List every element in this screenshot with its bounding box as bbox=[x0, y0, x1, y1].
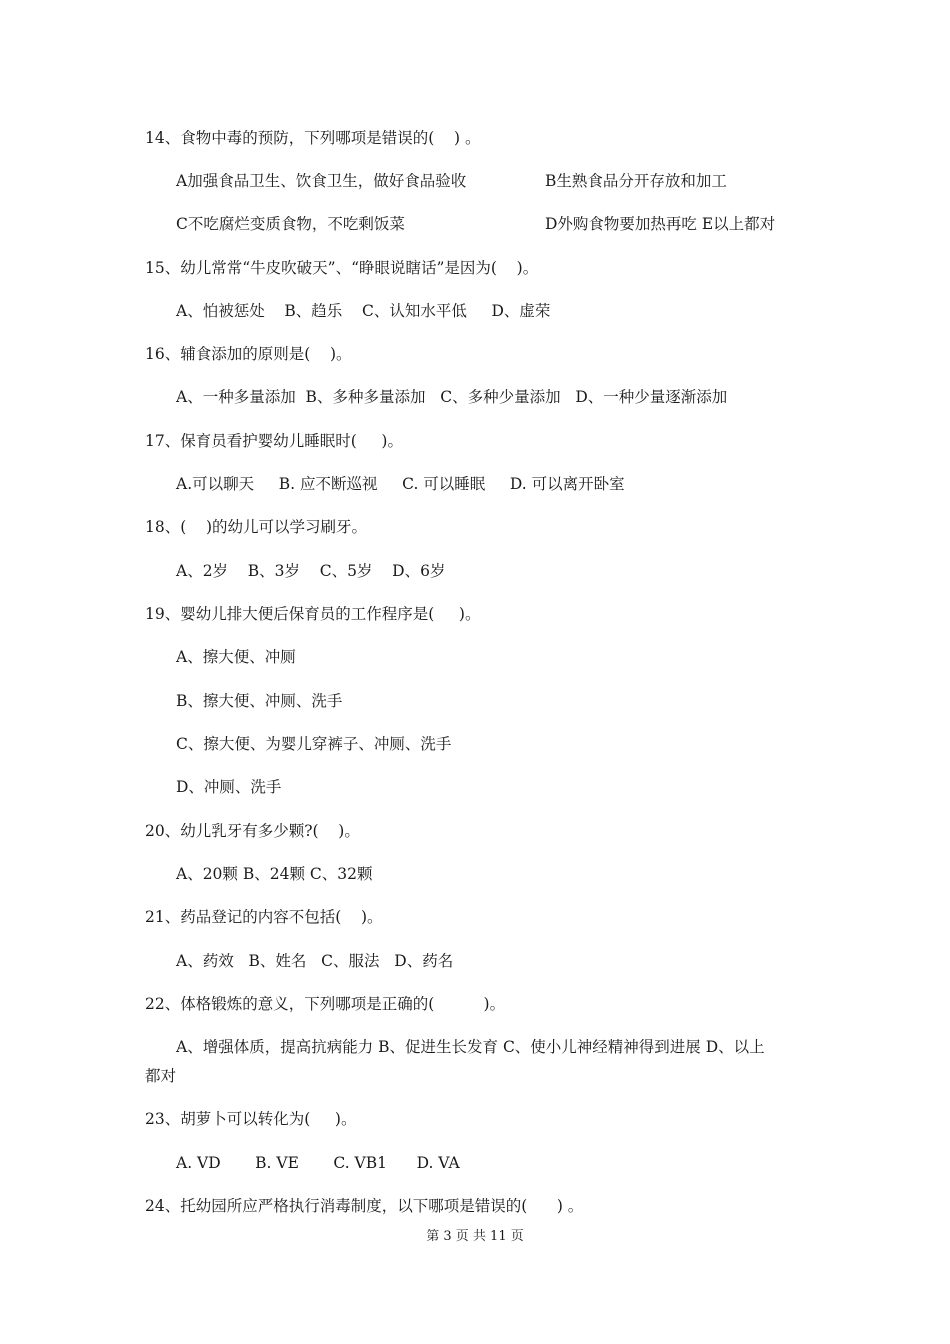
question-17-options: A.可以聊天 B. 应不断巡视 C. 可以睡眠 D. 可以离开卧室 bbox=[176, 475, 625, 493]
question-14-option-d: D外购食物要加热再吃 E以上都对 bbox=[545, 215, 776, 233]
question-21-options: A、药效 B、姓名 C、服法 D、药名 bbox=[176, 952, 454, 970]
question-14-option-c: C不吃腐烂变质食物，不吃剩饭菜 bbox=[176, 215, 405, 233]
question-15-options: A、怕被惩处 B、趋乐 C、认知水平低 D、虚荣 bbox=[176, 302, 551, 320]
question-23: 23、胡萝卜可以转化为( )。 bbox=[145, 1110, 357, 1128]
question-14: 14、食物中毒的预防，下列哪项是错误的( ) 。 bbox=[145, 129, 481, 147]
question-17: 17、保育员看护婴幼儿睡眠时( )。 bbox=[145, 432, 403, 450]
question-19: 19、婴幼儿排大便后保育员的工作程序是( )。 bbox=[145, 605, 481, 623]
question-22: 22、体格锻炼的意义，下列哪项是正确的( )。 bbox=[145, 995, 506, 1013]
question-19-option-a: A、擦大便、冲厕 bbox=[176, 648, 296, 666]
question-22-options: A、增强体质，提高抗病能力 B、促进生长发育 C、使小儿神经精神得到进展 D、以上 bbox=[176, 1038, 765, 1056]
page-footer: 第 3 页 共 11 页 bbox=[426, 1229, 524, 1244]
question-22-options-continued: 都对 bbox=[145, 1067, 177, 1085]
question-21: 21、药品登记的内容不包括( )。 bbox=[145, 908, 383, 926]
question-19-option-b: B、擦大便、冲厕、洗手 bbox=[176, 692, 343, 710]
question-18: 18、( )的幼儿可以学习刷牙。 bbox=[145, 518, 368, 536]
question-24: 24、托幼园所应严格执行消毒制度，以下哪项是错误的( ) 。 bbox=[145, 1197, 584, 1215]
question-23-options: A. VD B. VE C. VB1 D. VA bbox=[176, 1154, 460, 1172]
question-16: 16、辅食添加的原则是( )。 bbox=[145, 345, 352, 363]
question-18-options: A、2岁 B、3岁 C、5岁 D、6岁 bbox=[176, 562, 446, 580]
question-19-option-d: D、冲厕、洗手 bbox=[176, 778, 282, 796]
question-20: 20、幼儿乳牙有多少颗?( )。 bbox=[145, 822, 360, 840]
question-14-option-b: B生熟食品分开存放和加工 bbox=[545, 172, 727, 190]
question-14-option-a: A加强食品卫生、饮食卫生，做好食品验收 bbox=[176, 172, 467, 190]
question-20-options: A、20颗 B、24颗 C、32颗 bbox=[176, 865, 373, 883]
question-19-option-c: C、擦大便、为婴儿穿裤子、冲厕、洗手 bbox=[176, 735, 452, 753]
question-15: 15、幼儿常常“牛皮吹破天”、“睁眼说瞎话”是因为( )。 bbox=[145, 259, 539, 277]
question-16-options: A、一种多量添加 B、多种多量添加 C、多种少量添加 D、一种少量逐渐添加 bbox=[176, 388, 728, 406]
